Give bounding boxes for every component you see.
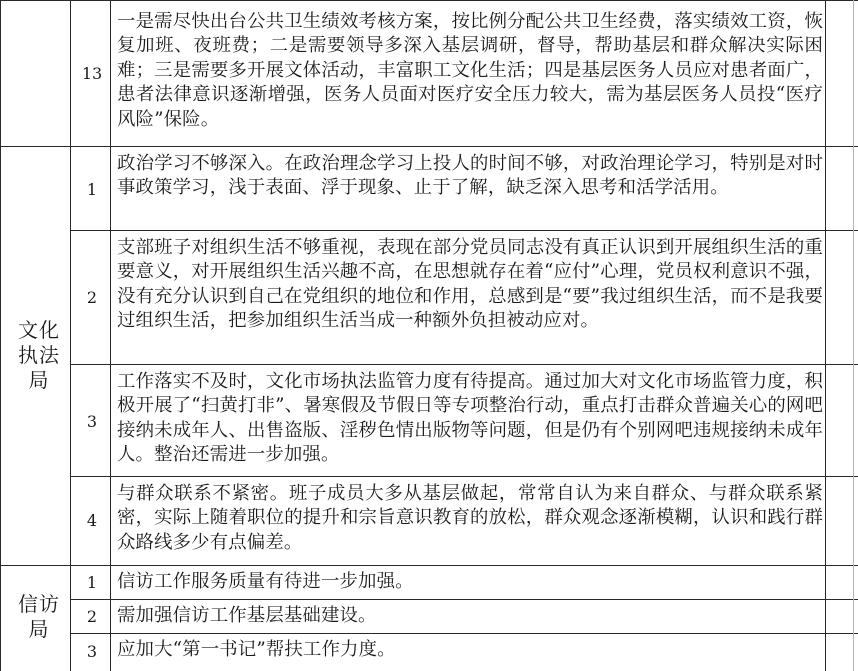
column-divider bbox=[70, 0, 71, 671]
row-divider bbox=[70, 230, 858, 231]
row-number: 2 bbox=[86, 607, 98, 626]
issue-text: 应加大“第一书记”帮扶工作力度。 bbox=[117, 639, 396, 660]
issue-text: 与群众联系不紧密。班子成员大多从基层做起，常常自认为来自群众、与群众联系紧密，实际上随着职位的提升和宗旨意识教育的放松，群众观念逐渐模糊，认识和践行群众路线多少有点偏差。 bbox=[117, 483, 823, 553]
row-divider bbox=[70, 633, 858, 634]
row-divider bbox=[0, 565, 858, 566]
row-number: 3 bbox=[86, 412, 98, 431]
issue-text: 支部班子对组织生活不够重视，表现在部分党员同志没有真正认识到开展组织生活的重要意义，对开展组织生活兴趣不高，在思想就存在着“应付”心理，党员权利意识不强，没有充分认识到自己在党组织的地位和作用，总感到是“要”我过组织生活，而不是我要过组织生活，把参加组织生活当成一种额外负担被动应对。 bbox=[117, 237, 823, 332]
row-divider bbox=[70, 476, 858, 477]
column-divider bbox=[825, 0, 826, 671]
issue-text: 政治学习不够深入。在政治理念学习上投人的时间不够，对政治理论学习，特别是对时事政策学习，浅于表面、浮于现象、止于了解，缺乏深入思考和活学活用。 bbox=[117, 153, 823, 199]
row-divider bbox=[0, 0, 858, 1]
row-number: 3 bbox=[86, 642, 98, 661]
row-divider bbox=[70, 599, 858, 600]
row-number: 1 bbox=[86, 180, 98, 199]
issue-text: 需加强信访工作基层基础建设。 bbox=[117, 605, 377, 626]
row-divider bbox=[70, 364, 858, 365]
row-number: 4 bbox=[86, 511, 98, 530]
row-divider bbox=[0, 146, 858, 147]
row-number: 13 bbox=[81, 64, 103, 83]
column-divider bbox=[0, 0, 1, 671]
issue-text: 一是需尽快出台公共卫生绩效考核方案，按比例分配公共卫生经费，落实绩效工资，恢复加班、夜班费；二是需要领导多深入基层调研，督导，帮助基层和群众解决实际困难；三是需要多开展文体活动，丰富职工文化生活；四是基层医务人员应对患者面广，患者法律意识逐渐增强，医务人员面对医疗安全压力较大，需为基层医务人员投“医疗风险”保险。 bbox=[117, 11, 823, 130]
department-cell: 信访局 bbox=[18, 592, 60, 641]
column-divider bbox=[110, 0, 111, 671]
issue-text: 信访工作服务质量有待进一步加强。 bbox=[117, 571, 414, 592]
row-number: 2 bbox=[86, 288, 98, 307]
issue-text: 工作落实不及时，文化市场执法监管力度有待提高。通过加大对文化市场监管力度，积极开展了“扫黄打非”、暑寒假及节假日等专项整治行动，重点打击群众普遍关心的网吧接纳未成年人、出售盗版、淫秽色情出版物等问题，但是仍有个别网吧违规接纳未成年人。整治还需进一步加强。 bbox=[117, 371, 823, 466]
department-cell: 文化执法局 bbox=[18, 318, 60, 392]
page-edge-line bbox=[853, 0, 854, 671]
row-number: 1 bbox=[86, 573, 98, 592]
